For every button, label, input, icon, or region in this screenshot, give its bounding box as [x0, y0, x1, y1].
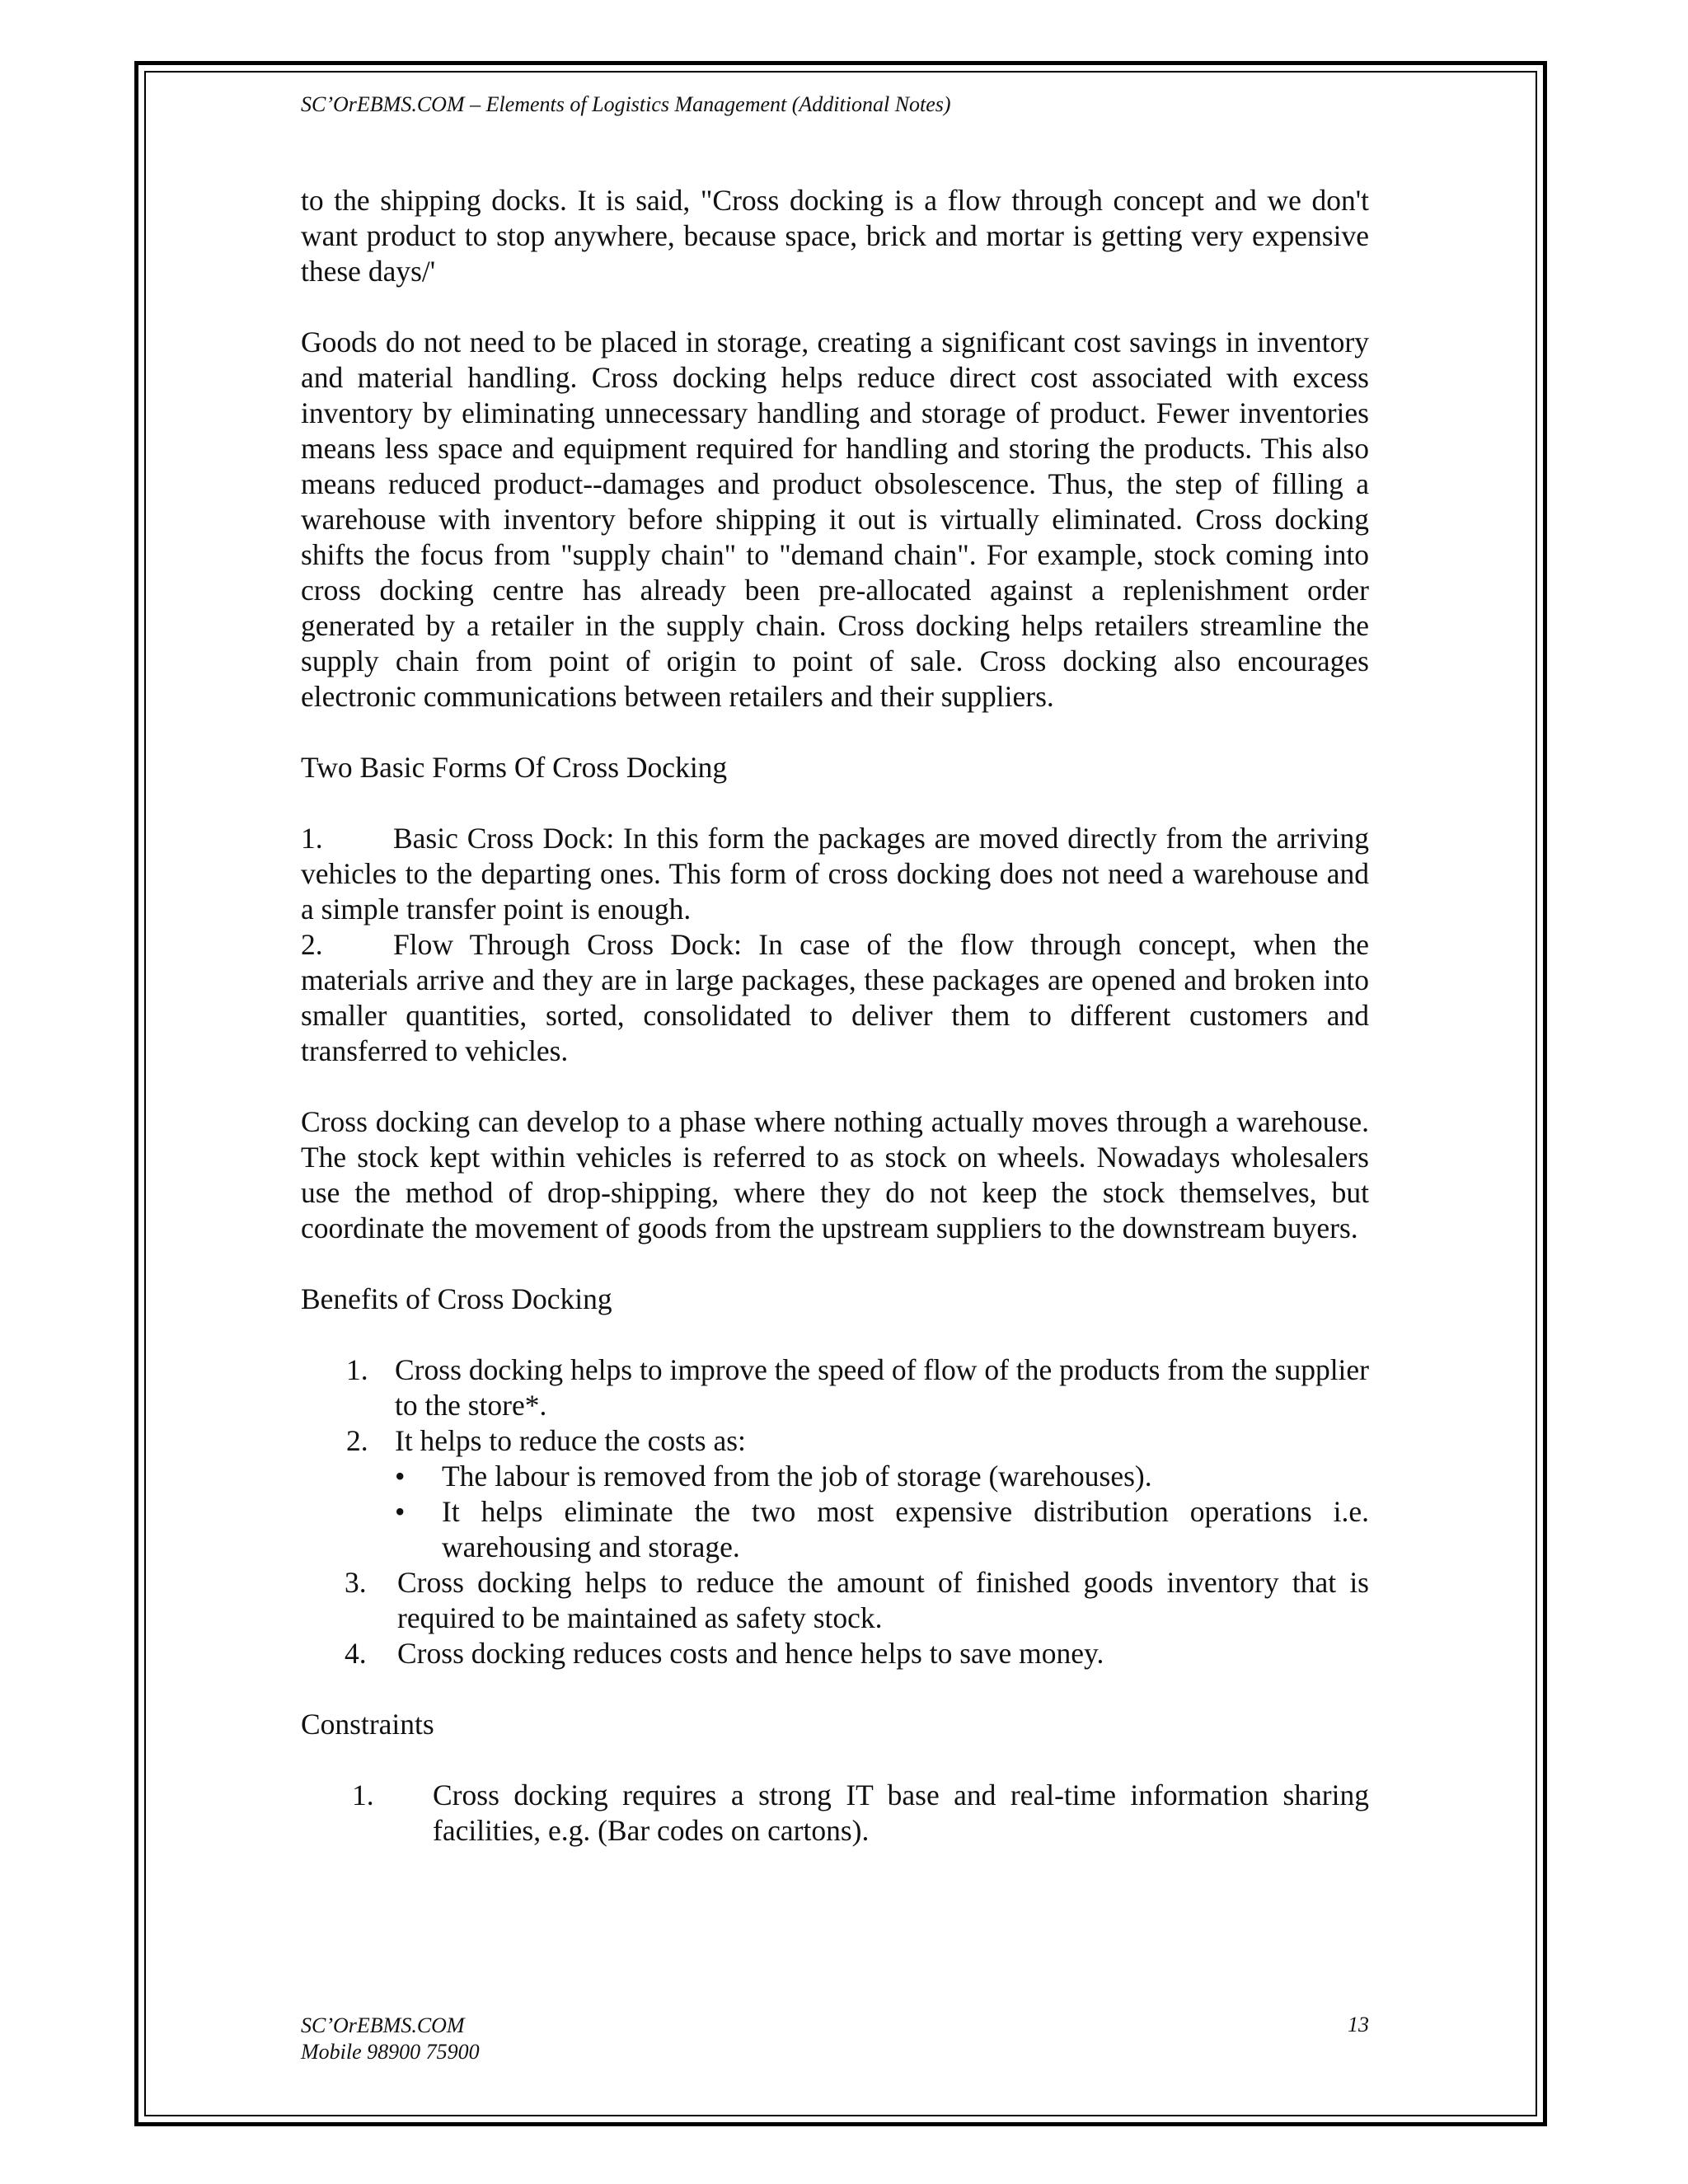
benefit-item [301, 1636, 1369, 1671]
benefit-sub-text: The labour is removed from the job of storage (warehouses). [442, 1460, 1152, 1493]
paragraph-storage-savings: Goods do not need to be placed in storage, creating a significant cost savings in inventory and material handling. Cross docking helps reduce direct cost associated with excess inventory by eliminating unnecessary handling and storage of product. Fewer inventories means less space and equipment required for handling and storing the products. This also means reduced product--damages and product obsolescence. Thus, the step of filling a warehouse with inventory before shipping it out is virtually eliminated. Cross docking shifts the focus from "supply chain" to "demand chain". For example, stock coming into cross docking centre has already been pre-allocated against a replenishment order generated by a retailer in the supply chain. Cross docking helps retailers streamline the supply chain from point of origin to point of sale. Cross docking also encourages electronic communications between retailers and their suppliers. [301, 326, 1369, 713]
paragraph-stock-on-wheels: Cross docking can develop to a phase where nothing actually moves through a warehouse. The stock kept within vehicles is referred to as stock on wheels. Nowadays wholesalers use the method of drop-shipping, where they do not keep the stock themselves, but coordinate the movement of goods from the upstream suppliers to the downstream buyers. [301, 1105, 1369, 1244]
benefit-text: It helps to reduce the costs as: [395, 1424, 746, 1457]
benefit-number: 4. [345, 1637, 367, 1670]
form-item-text: Flow Through Cross Dock: In case of the flow through concept, when the materials arrive and they are in large packages, these packages are opened and broken into smaller quantities, sorted, consolidated to deliver them to different customers and transferred to vehicles. [301, 928, 1369, 1067]
benefit-number: 1. [346, 1353, 368, 1386]
benefit-sub-list [395, 1459, 1369, 1565]
constraint-item [301, 1778, 1369, 1849]
constraints-list [301, 1778, 1369, 1849]
benefit-item [301, 1565, 1369, 1636]
benefit-sub-item [395, 1459, 1369, 1494]
paragraph-shipping-docks: to the shipping docks. It is said, "Cross docking is a flow through concept and we don't want product to stop anywhere, because space, brick and mortar is getting very expensive these days/' [301, 184, 1369, 288]
benefit-number: 2. [346, 1424, 368, 1457]
bullet-icon: • [395, 1460, 406, 1493]
benefit-item [301, 1423, 1369, 1565]
page-number: 13 [1348, 2013, 1369, 2036]
constraint-number: 1. [352, 1779, 374, 1811]
form-item-number: 1. [301, 822, 323, 855]
constraint-text: Cross docking requires a strong IT base and real-time information sharing facilities, e.g. (Bar codes on cartons). [433, 1779, 1369, 1847]
benefit-text: Cross docking helps to improve the speed of flow of the products from the supplier to the store*. [395, 1353, 1369, 1422]
footer-mobile: Mobile 98900 75900 [301, 2040, 480, 2064]
benefit-number: 3. [345, 1566, 367, 1599]
form-item-flow-through [301, 927, 1369, 1069]
form-item-number: 2. [301, 928, 323, 961]
form-item-basic-cross-dock [301, 821, 1369, 927]
footer-contact [301, 2013, 480, 2065]
benefits-list [301, 1352, 1369, 1671]
benefit-sub-text: It helps eliminate the two most expensive distribution operations i.e. warehousing and storage. [442, 1495, 1369, 1563]
form-item-text: Basic Cross Dock: In this form the packages are moved directly from the arriving vehicles to the departing ones. This form of cross docking does not need a warehouse and a simple transfer point is enough. [301, 822, 1369, 926]
benefit-text: Cross docking helps to reduce the amount of finished goods inventory that is required to be maintained as safety stock. [397, 1566, 1369, 1634]
running-header: SC’OrEBMS.COM – Elements of Logistics Management (Additional Notes) [301, 92, 951, 116]
footer-site: SC’OrEBMS.COM [301, 2013, 465, 2037]
heading-benefits: Benefits of Cross Docking [301, 1282, 612, 1315]
benefit-item [301, 1352, 1369, 1423]
heading-constraints: Constraints [301, 1708, 434, 1741]
benefit-sub-item [395, 1494, 1369, 1565]
benefit-text: Cross docking reduces costs and hence helps to save money. [397, 1637, 1104, 1670]
page-body [301, 183, 1369, 1849]
bullet-icon: • [395, 1495, 406, 1528]
heading-basic-forms: Two Basic Forms Of Cross Docking [301, 751, 728, 784]
